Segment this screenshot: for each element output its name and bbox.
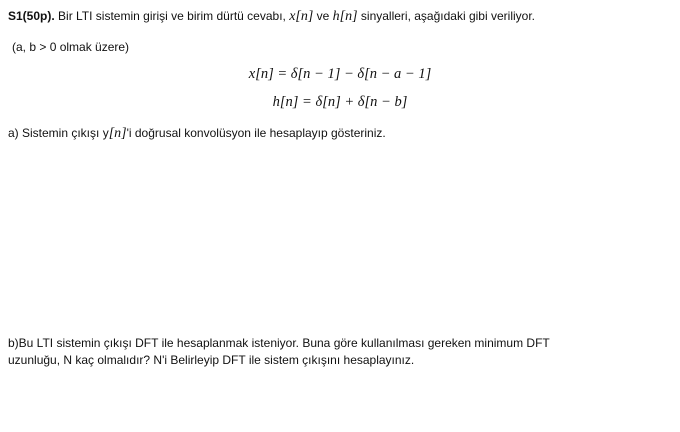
equation-h: h[n] = δ[n] + δ[n − b] bbox=[272, 94, 408, 110]
question-label: S1(50p). bbox=[8, 9, 55, 23]
x-symbol: x[n] bbox=[289, 9, 314, 24]
condition-text: (a, b > 0 olmak üzere) bbox=[12, 40, 130, 54]
part-b-line-2: uzunluğu, N kaç olmalıdır? N'i Belirleyip DFT ile sistem çıkışını hesaplayınız. bbox=[8, 353, 415, 367]
y-symbol: [n] bbox=[108, 126, 127, 141]
part-a-text-1: a) Sistemin çıkışı y bbox=[8, 126, 109, 140]
question-text-2: ve bbox=[313, 9, 333, 23]
question-intro bbox=[8, 8, 535, 25]
h-symbol: h[n] bbox=[332, 9, 358, 24]
question-text-1: Bir LTI sistemin girişi ve birim dürtü cevabı, bbox=[54, 9, 290, 23]
part-b-line-1: b)Bu LTI sistemin çıkışı DFT ile hesaplanmak isteniyor. Buna göre kullanılması gereken minimum DFT bbox=[8, 336, 550, 350]
part-a bbox=[8, 125, 386, 142]
question-text-3: sinyalleri, aşağıdaki gibi veriliyor. bbox=[357, 9, 535, 23]
part-a-text-2: 'i doğrusal konvolüsyon ile hesaplayıp gösteriniz. bbox=[126, 126, 386, 140]
equation-x: x[n] = δ[n − 1] − δ[n − a − 1] bbox=[248, 66, 432, 82]
